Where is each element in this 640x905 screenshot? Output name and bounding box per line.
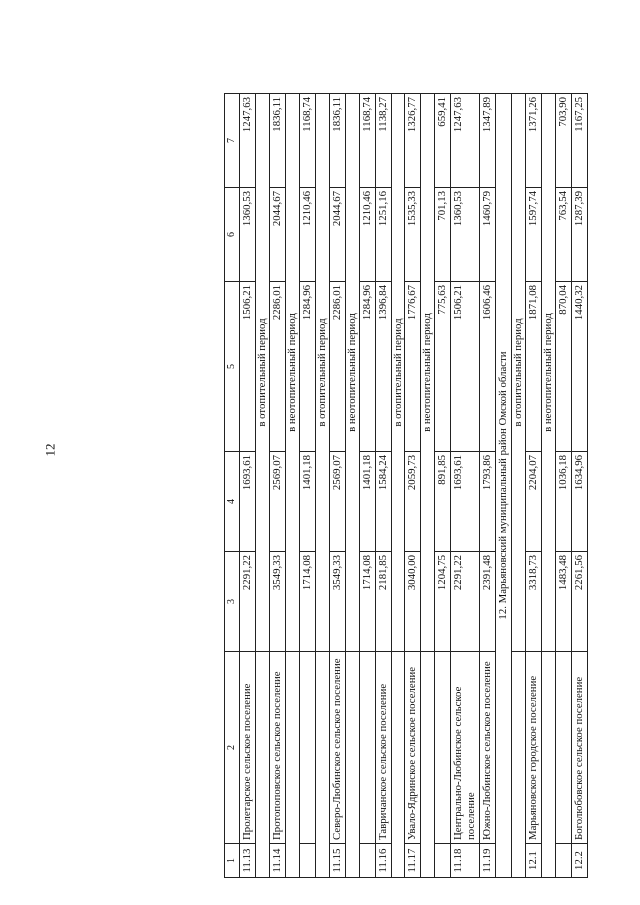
row-name: Южно-Любинское сельское поселение [480, 652, 496, 844]
value-cell: 1836,11 [269, 94, 285, 188]
value-cell: 659,41 [435, 94, 451, 188]
period-row [391, 94, 405, 878]
value-cell: 1606,46 [480, 282, 496, 452]
value-cell: 1287,39 [571, 188, 587, 282]
period-label: в отопительный период [315, 94, 329, 652]
table-row [269, 94, 285, 878]
empty-cell [421, 652, 435, 878]
value-cell: 1168,74 [359, 94, 375, 188]
empty-cell [255, 652, 269, 878]
value-cell: 1714,08 [359, 552, 375, 652]
row-name: Увало-Ядринское сельское поселение [405, 652, 421, 844]
value-cell: 1371,26 [526, 94, 542, 188]
value-cell: 3549,33 [329, 552, 345, 652]
table-row [240, 94, 256, 878]
value-cell: 1210,46 [299, 188, 315, 282]
period-label: в неотопительный период [285, 94, 299, 652]
value-cell: 1460,79 [480, 188, 496, 282]
empty-cell [391, 652, 405, 878]
value-cell: 1714,08 [299, 552, 315, 652]
empty-cell [542, 652, 556, 878]
value-cell: 701,13 [435, 188, 451, 282]
period-row [315, 94, 329, 878]
value-cell: 1138,27 [375, 94, 391, 188]
row-number: 12.1 [526, 844, 542, 878]
period-row [285, 94, 299, 878]
value-cell: 2291,22 [451, 552, 480, 652]
table-row [571, 94, 587, 878]
value-cell: 1284,96 [359, 282, 375, 452]
tariff-table [224, 93, 588, 878]
row-number: 11.16 [375, 844, 391, 878]
table-row [359, 94, 375, 878]
section-row [496, 94, 512, 878]
column-header: 6 [225, 188, 240, 282]
value-cell: 763,54 [556, 188, 572, 282]
value-cell: 1360,53 [451, 188, 480, 282]
value-cell: 2391,48 [480, 552, 496, 652]
value-cell: 703,90 [556, 94, 572, 188]
value-cell: 2569,07 [329, 452, 345, 552]
value-cell: 1401,18 [299, 452, 315, 552]
value-cell: 3040,00 [405, 552, 421, 652]
page-number: 12 [42, 443, 58, 457]
value-cell: 1584,24 [375, 452, 391, 552]
row-name: Марьяновское городское поселение [526, 652, 542, 844]
column-header: 2 [225, 652, 240, 844]
period-label: в отопительный период [391, 94, 405, 652]
table-row [435, 94, 451, 878]
row-number: 11.15 [329, 844, 345, 878]
period-row [542, 94, 556, 878]
period-label: в отопительный период [512, 94, 526, 652]
value-cell: 1396,84 [375, 282, 391, 452]
value-cell: 1204,75 [435, 552, 451, 652]
row-number [359, 844, 375, 878]
row-name: Тавричанское сельское поселение [375, 652, 391, 844]
value-cell: 1535,33 [405, 188, 421, 282]
column-header: 3 [225, 552, 240, 652]
value-cell: 1693,61 [451, 452, 480, 552]
period-label: в неотопительный период [345, 94, 359, 652]
value-cell: 2569,07 [269, 452, 285, 552]
value-cell: 1506,21 [451, 282, 480, 452]
value-cell: 2044,67 [329, 188, 345, 282]
value-cell: 1360,53 [240, 188, 256, 282]
empty-cell [285, 652, 299, 878]
row-number [435, 844, 451, 878]
period-label: в неотопительный период [421, 94, 435, 652]
table-row [480, 94, 496, 878]
value-cell: 891,85 [435, 452, 451, 552]
period-row [512, 94, 526, 878]
rotated-table-wrapper [224, 94, 585, 878]
column-header: 7 [225, 94, 240, 188]
table-row [329, 94, 345, 878]
row-name [359, 652, 375, 844]
row-name: Центрально-Любинское сельское поселение [451, 652, 480, 844]
value-cell: 1401,18 [359, 452, 375, 552]
row-name [299, 652, 315, 844]
value-cell: 2059,73 [405, 452, 421, 552]
period-row [255, 94, 269, 878]
value-cell: 1483,48 [556, 552, 572, 652]
row-name: Пролетарское сельское поселение [240, 652, 256, 844]
value-cell: 870,04 [556, 282, 572, 452]
table-row [556, 94, 572, 878]
table-row [451, 94, 480, 878]
row-number: 12.2 [571, 844, 587, 878]
row-name: Боголюбовское сельское поселение [571, 652, 587, 844]
row-name [435, 652, 451, 844]
period-label: в неотопительный период [542, 94, 556, 652]
value-cell: 1506,21 [240, 282, 256, 452]
row-name [556, 652, 572, 844]
value-cell: 1326,77 [405, 94, 421, 188]
value-cell: 1776,67 [405, 282, 421, 452]
value-cell: 1036,18 [556, 452, 572, 552]
value-cell: 1247,63 [240, 94, 256, 188]
empty-cell [512, 652, 526, 878]
value-cell: 1693,61 [240, 452, 256, 552]
section-title: 12. Марьяновский муниципальный район Омской области [496, 94, 512, 878]
value-cell: 3549,33 [269, 552, 285, 652]
column-header: 5 [225, 282, 240, 452]
period-label: в отопительный период [255, 94, 269, 652]
table-row [405, 94, 421, 878]
row-number: 11.17 [405, 844, 421, 878]
period-row [421, 94, 435, 878]
value-cell: 1836,11 [329, 94, 345, 188]
row-number: 11.14 [269, 844, 285, 878]
row-number [299, 844, 315, 878]
table-row [526, 94, 542, 878]
table-row [299, 94, 315, 878]
table-body [240, 94, 588, 878]
value-cell: 1210,46 [359, 188, 375, 282]
value-cell: 1634,96 [571, 452, 587, 552]
row-number: 11.13 [240, 844, 256, 878]
value-cell: 2204,07 [526, 452, 542, 552]
value-cell: 1597,74 [526, 188, 542, 282]
value-cell: 2291,22 [240, 552, 256, 652]
table-row [375, 94, 391, 878]
value-cell: 1168,74 [299, 94, 315, 188]
value-cell: 775,63 [435, 282, 451, 452]
value-cell: 1440,32 [571, 282, 587, 452]
row-number: 11.19 [480, 844, 496, 878]
row-number: 11.18 [451, 844, 480, 878]
value-cell: 2181,85 [375, 552, 391, 652]
value-cell: 1247,63 [451, 94, 480, 188]
value-cell: 1251,16 [375, 188, 391, 282]
value-cell: 2286,01 [329, 282, 345, 452]
value-cell: 1284,96 [299, 282, 315, 452]
value-cell: 1793,86 [480, 452, 496, 552]
value-cell: 2261,56 [571, 552, 587, 652]
value-cell: 2286,01 [269, 282, 285, 452]
value-cell: 1167,25 [571, 94, 587, 188]
column-header: 1 [225, 844, 240, 878]
value-cell: 3318,73 [526, 552, 542, 652]
column-header: 4 [225, 452, 240, 552]
period-row [345, 94, 359, 878]
empty-cell [345, 652, 359, 878]
row-name: Северо-Любинское сельское поселение [329, 652, 345, 844]
table-header-row [225, 94, 240, 878]
value-cell: 2044,67 [269, 188, 285, 282]
row-name: Протопоповское сельское поселение [269, 652, 285, 844]
value-cell: 1871,08 [526, 282, 542, 452]
row-number [556, 844, 572, 878]
value-cell: 1347,89 [480, 94, 496, 188]
empty-cell [315, 652, 329, 878]
